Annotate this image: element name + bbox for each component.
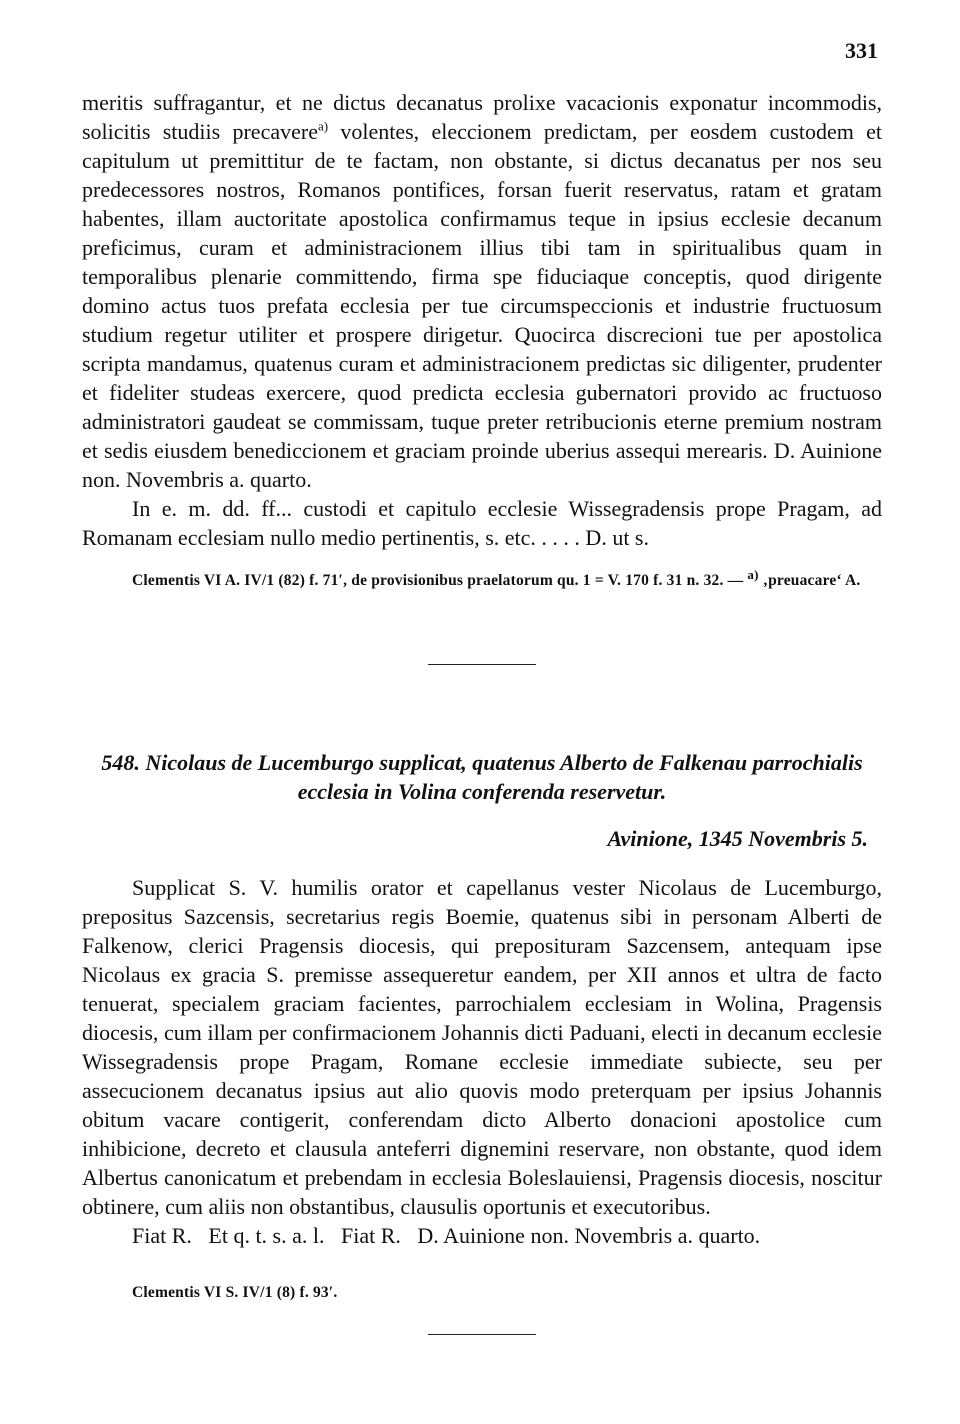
- section-divider: [428, 664, 536, 665]
- footnote-text-segment: Clementis VI A. IV/1 (82) f. 71′, de provisionibus praelatorum qu. 1 = V. 170 f. 31 n. 32. —: [132, 572, 748, 589]
- document-dateline: Avinione, 1345 Novembris 5.: [607, 826, 868, 851]
- body-paragraph: Fiat R. Et q. t. s. a. l. Fiat R. D. Auinione non. Novembris a. quarto.: [132, 1223, 761, 1248]
- document-number: 548.: [101, 750, 140, 775]
- section-divider: [428, 1334, 536, 1335]
- body-paragraph: In e. m. dd. ff... custodi et capitulo ecclesie Wissegradensis prope Pragam, ad Romanam ecclesiam nullo medio pertinentis, s. etc. . . . . D. ut s.: [82, 496, 882, 550]
- document-548: [82, 748, 882, 1250]
- footnote-text-segment: ‚preuacare‘ A.: [758, 572, 861, 589]
- body-text-segment: meritis suffragantur, et ne dictus decanatus prolixe vacacionis exponatur incommodis, solicitis studiis precavere: [82, 90, 882, 144]
- footnote-reference: a): [747, 566, 759, 582]
- body-paragraph: Supplicat S. V. humilis orator et capellanus vester Nicolaus de Lucemburgo, prepositus Sazcensis, secretarius regis Boemie, quatenus sibi in personam Alberti de Falkenow, clerici Pragensis diocesis, qui preposituram Sazcensem, antequam ipse Nicolaus ex gracia S. premisse assequeretur eandem, per XII annos et ultra de facto tenuerat, specialem graciam facientes, parrochialem ecclesiam in Wolina, Pragensis diocesis, cum illam per confirmacionem Johannis dicti Paduani, electi in decanum ecclesie Wissegradensis prope Pragam, Romane ecclesie immediate subiecte, seu per assecucionem decanatus ipsius aut alio quovis modo preterquam per ipsius Johannis obitum vacare contigerit, conferendam dicto Alberto donacioni apostolice cum inhibicione, decreto et clausula anteferri dignemini reservare, non obstante, quod idem Albertus canonicatum et prebendam in ecclesia Boleslauiensi, Pragensis diocesis, noscitur obtinere, cum aliis non obstantibus, clausulis oportunis et executoribus.: [82, 875, 882, 1219]
- document-title: Nicolaus de Lucemburgo supplicat, quatenus Alberto de Falkenau parrochialis ecclesia in Volina conferenda reservetur.: [145, 750, 863, 804]
- footnote-block: [82, 568, 882, 594]
- document-heading: [82, 748, 882, 806]
- page-number: 331: [845, 38, 878, 63]
- footnote-block: [82, 1280, 882, 1306]
- footnote-reference: a): [317, 118, 329, 134]
- footnote: Clementis VI S. IV/1 (8) f. 93′.: [132, 1284, 338, 1301]
- body-text-segment: volentes, eleccionem predictam, per eosdem custodem et capitulum ut premittitur de te factam, non obstante, si dictus decanatus per nos seu predecessores nostros, Romanos pontifices, forsan fuerit reservatus, ratam et gratam habentes, illam auctoritate apostolica confirmamus teque in ipsius ecclesie decanum preficimus, curam et administracionem illius tibi tam in spiritualibus quam in temporalibus plenarie committendo, firma spe fiduciaque conceptis, quod dirigente domino actus tuos prefata ecclesia per tue circumspeccionis et industrie fructuosum studium regetur utiliter et prospere dirigetur. Quocirca discrecioni tue per apostolica scripta mandamus, quatenus curam et administracionem predictas sic diligenter, prudenter et fideliter studeas exercere, quod predicta ecclesia gubernatori provido ac fructuoso administratori gaudeat se commissam, tuque preter retribucionis eterne premium nostram et sedis eiusdem benediccionem et graciam proinde uberius assequi merearis. D. Auinione non. Novembris a. quarto.: [82, 119, 883, 492]
- body-paragraph: [82, 88, 882, 494]
- footnote: [82, 568, 882, 594]
- document-547-continuation: [82, 88, 882, 552]
